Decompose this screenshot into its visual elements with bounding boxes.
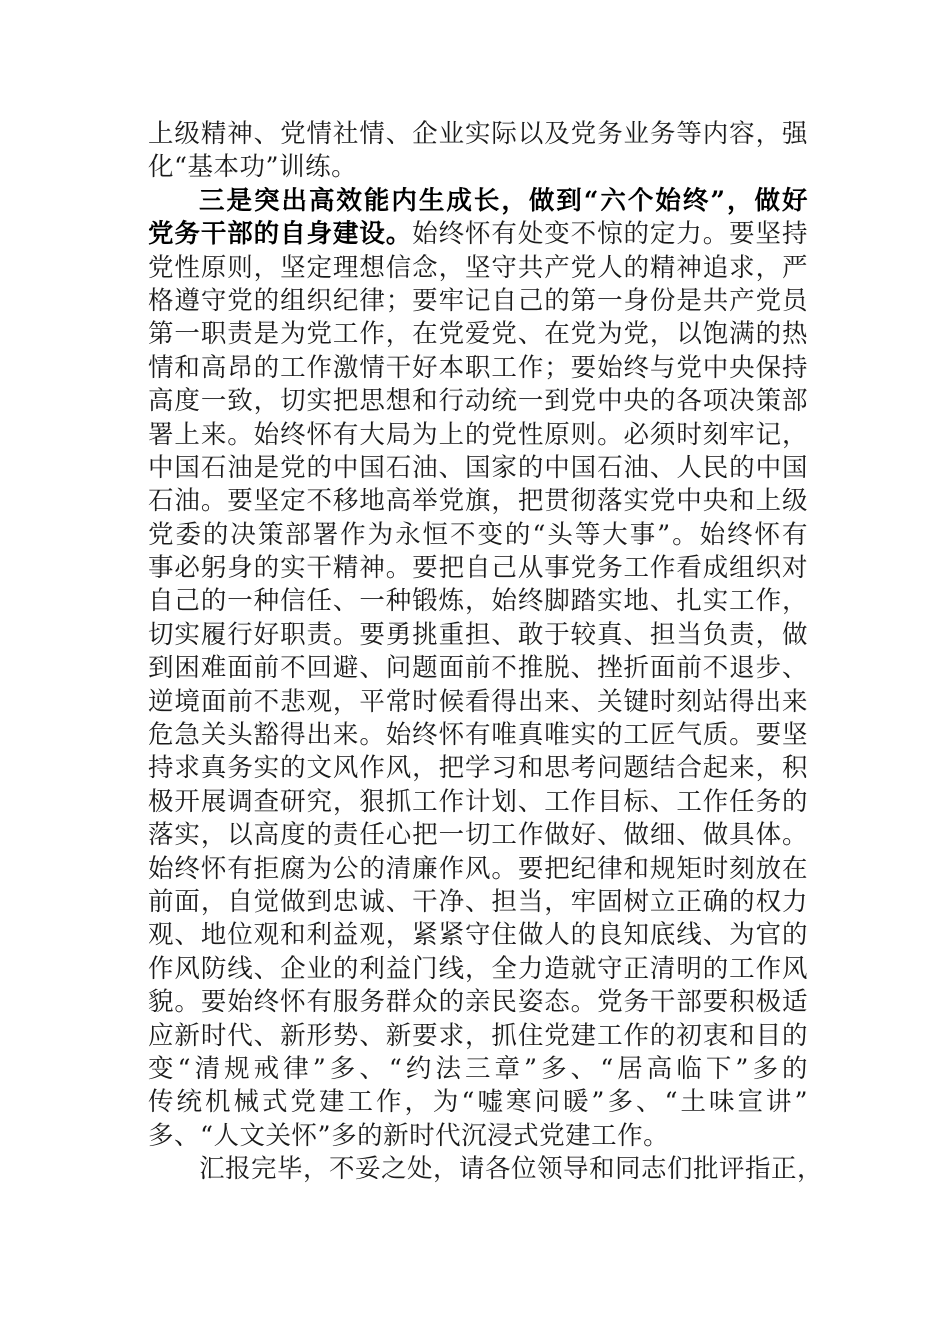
text-line: 危急关头豁得出来。始终怀有唯真唯实的工匠气质。要坚: [148, 720, 808, 751]
text-line: 化“基本功”训练。: [148, 152, 358, 183]
text-line: 传统机械式党建工作，为“嘘寒问暖”多、“土味宣讲”: [148, 1087, 808, 1118]
text-line: 第一职责是为党工作，在党爱党、在党为党，以饱满的热: [148, 319, 808, 350]
text-line: 党委的决策部署作为永恒不变的“头等大事”。始终怀有: [148, 519, 808, 550]
text-line: 党性原则，坚定理想信念，坚守共产党人的精神追求，严: [148, 252, 808, 283]
text-line: 应新时代、新形势、新要求，抓住党建工作的初衷和目的: [148, 1020, 808, 1051]
text-line: 多、“人文关怀”多的新时代沉浸式党建工作。: [148, 1120, 670, 1151]
text-line: 作风防线、企业的利益门线，全力造就守正清明的工作风: [148, 953, 808, 984]
body-text: [148, 118, 824, 1187]
text-line: 到困难面前不回避、问题面前不推脱、挫折面前不退步、: [148, 653, 808, 684]
text-line: 石油。要坚定不移地高举党旗，把贯彻落实党中央和上级: [148, 486, 808, 517]
text-span: 始终怀有处变不惊的定力。要坚持: [412, 219, 808, 250]
text-line: 前面，自觉做到忠诚、干净、担当，牢固树立正确的权力: [148, 886, 808, 917]
text-line: 格遵守党的组织纪律；要牢记自己的第一身份是共产党员: [148, 285, 808, 316]
text-line: 中国石油是党的中国石油、国家的中国石油、人民的中国: [148, 452, 808, 483]
text-line: 自己的一种信任、一种锻炼，始终脚踏实地、扎实工作，: [148, 586, 808, 617]
text-line: 变“清规戒律”多、“约法三章”多、“居高临下”多的: [148, 1053, 808, 1084]
text-line: 始终怀有拒腐为公的清廉作风。要把纪律和规矩时刻放在: [148, 853, 808, 884]
text-line: 貌。要始终怀有服务群众的亲民姿态。党务干部要积极适: [148, 987, 808, 1018]
text-line: 事必躬身的实干精神。要把自己从事党务工作看成组织对: [148, 553, 808, 584]
text-line: 上级精神、党情社情、企业实际以及党务业务等内容，强: [148, 119, 808, 149]
text-line: 署上来。始终怀有大局为上的党性原则。必须时刻牢记，: [148, 419, 808, 450]
text-line: 落实，以高度的责任心把一切工作做好、做细、做具体。: [148, 820, 808, 851]
section-heading: 三是突出高效能内生成长，做到“六个始终”，做好: [199, 185, 808, 216]
text-line: 高度一致，切实把思想和行动统一到党中央的各项决策部: [148, 386, 808, 417]
text-line: 持求真务实的文风作风，把学习和思考问题结合起来，积: [148, 753, 808, 784]
text-line: [148, 218, 808, 251]
section-heading-continuation: 党务干部的自身建设。: [148, 219, 413, 250]
text-line: 极开展调查研究，狠抓工作计划、工作目标、工作任务的: [148, 786, 808, 817]
text-line: 切实履行好职责。要勇挑重担、敢于较真、担当负责，做: [148, 619, 808, 650]
text-line: 情和高昂的工作激情干好本职工作；要始终与党中央保持: [148, 352, 808, 383]
text-line: 逆境面前不悲观，平常时候看得出来、关键时刻站得出来: [148, 686, 808, 717]
closing-line: 汇报完毕，不妥之处，请各位领导和同志们批评指正，: [199, 1154, 824, 1185]
text-line: 观、地位观和利益观，紧紧守住做人的良知底线、为官的: [148, 920, 808, 951]
